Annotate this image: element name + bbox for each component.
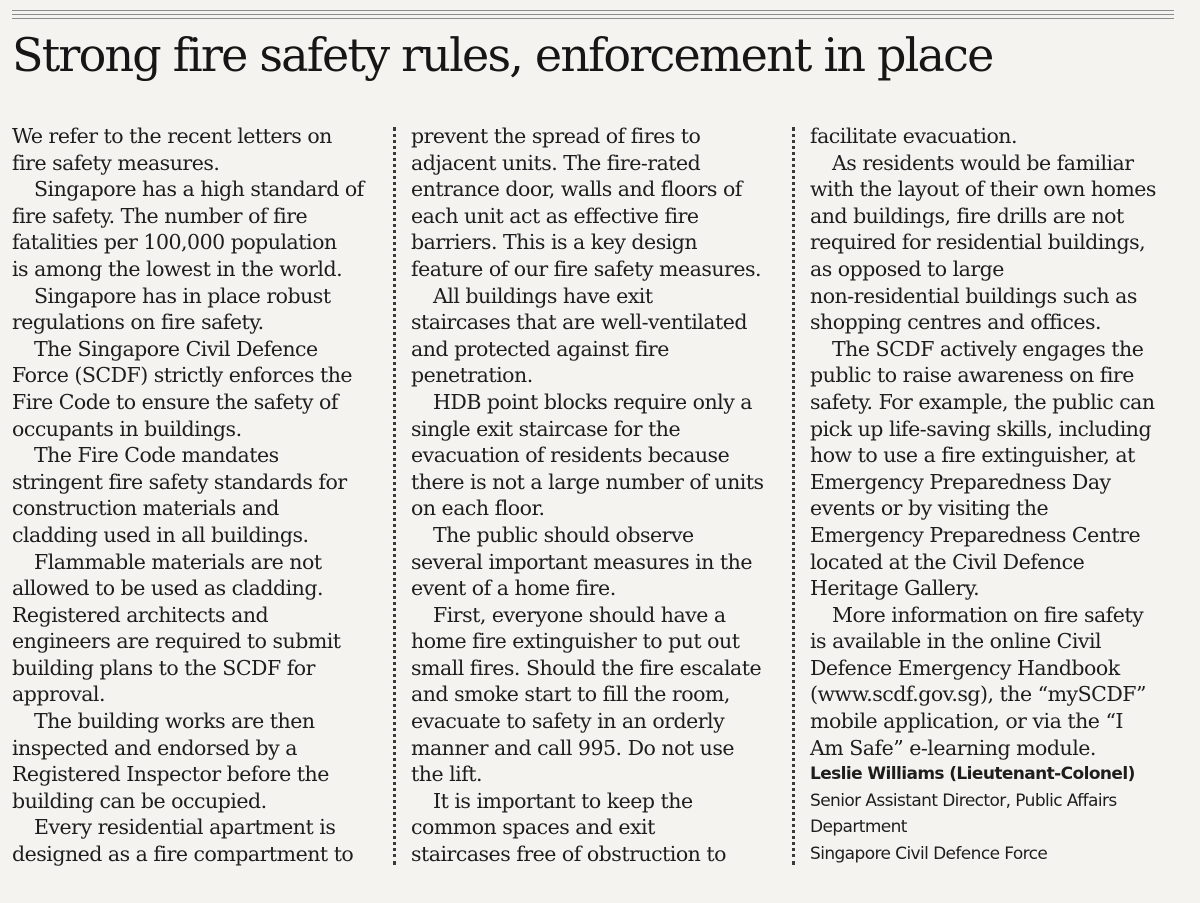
text-line: fatalities per 100,000 population xyxy=(12,230,337,255)
text-line: as opposed to large xyxy=(810,256,1004,281)
text-line: and smoke start to fill the room, xyxy=(411,682,730,707)
text-line: building can be occupied. xyxy=(12,788,267,813)
text-line: occupants in buildings. xyxy=(12,416,242,441)
text-line: feature of our fire safety measures. xyxy=(411,256,762,281)
text-line: evacuation of residents because xyxy=(411,443,730,468)
top-rule xyxy=(12,10,1174,20)
text-line: Every residential apartment is xyxy=(34,815,336,840)
text-line: small fires. Should the fire escalate xyxy=(411,655,762,680)
text-line: engineers are required to submit xyxy=(12,629,341,654)
text-line: barriers. This is a key design xyxy=(411,230,698,255)
column-1 xyxy=(12,123,384,868)
text-line: The Fire Code mandates xyxy=(34,443,279,468)
signature-name: Leslie Williams (Lieutenant-Colonel) xyxy=(810,764,1135,785)
text-line: on each floor. xyxy=(411,496,545,521)
text-line: staircases that are well-ventilated xyxy=(411,310,748,335)
text-line: cladding used in all buildings. xyxy=(12,522,309,547)
text-line: It is important to keep the xyxy=(433,788,693,813)
text-line: Emergency Preparedness Centre xyxy=(810,522,1141,547)
text-line: Fire Code to ensure the safety of xyxy=(12,389,338,414)
text-line: non-residential buildings such as xyxy=(810,283,1137,308)
text-line: the lift. xyxy=(411,762,483,787)
signature-title: Singapore Civil Defence Force xyxy=(810,844,1048,865)
text-line: Singapore has a high standard of xyxy=(34,177,364,202)
text-line: safety. For example, the public can xyxy=(810,389,1155,414)
signature-title: Department xyxy=(810,817,907,838)
text-line: fire safety measures. xyxy=(12,150,220,175)
text-line: Am Safe” e-learning module. xyxy=(810,735,1096,760)
text-line: each unit act as effective fire xyxy=(411,203,699,228)
text-line: penetration. xyxy=(411,363,533,388)
text-line: events or by visiting the xyxy=(810,496,1049,521)
text-line: fire safety. The number of fire xyxy=(12,203,308,228)
text-line: More information on fire safety xyxy=(832,602,1144,627)
text-line: common spaces and exit xyxy=(411,815,655,840)
column-divider xyxy=(792,127,795,865)
text-line: entrance door, walls and floors of xyxy=(411,177,742,202)
text-line: is among the lowest in the world. xyxy=(12,256,343,281)
text-line: All buildings have exit xyxy=(433,283,653,308)
text-line: facilitate evacuation. xyxy=(810,124,1018,148)
text-line: HDB point blocks require only a xyxy=(433,389,753,414)
text-line: several important measures in the xyxy=(411,549,752,574)
text-line: The Singapore Civil Defence xyxy=(34,336,318,361)
text-line: evacuate to safety in an orderly xyxy=(411,709,725,734)
text-line: allowed to be used as cladding. xyxy=(12,576,324,601)
text-line: required for residential buildings, xyxy=(810,230,1146,255)
text-line: event of a home fire. xyxy=(411,576,616,601)
text-line: Emergency Preparedness Day xyxy=(810,469,1111,494)
signature-title: Senior Assistant Director, Public Affairs xyxy=(810,790,1117,811)
headline: Strong fire safety rules, enforcement in place xyxy=(12,28,993,82)
text-line: inspected and endorsed by a xyxy=(12,735,297,760)
text-line: adjacent units. The fire-rated xyxy=(411,150,701,175)
text-line: Singapore has in place robust xyxy=(34,283,331,308)
text-line: stringent fire safety standards for xyxy=(12,469,347,494)
column-2 xyxy=(411,123,783,868)
text-line: prevent the spread of fires to xyxy=(411,124,701,148)
column-divider xyxy=(393,127,396,865)
text-line: is available in the online Civil xyxy=(810,629,1102,654)
text-line: First, everyone should have a xyxy=(433,602,726,627)
text-line: with the layout of their own homes xyxy=(810,177,1156,202)
text-line: building plans to the SCDF for xyxy=(12,655,315,680)
text-line: (www.scdf.gov.sg), the “mySCDF” xyxy=(810,682,1146,707)
text-line: and buildings, fire drills are not xyxy=(810,203,1124,228)
text-line: public to raise awareness on fire xyxy=(810,363,1134,388)
text-line: Defence Emergency Handbook xyxy=(810,655,1120,680)
text-line: As residents would be familiar xyxy=(832,150,1134,175)
text-line: shopping centres and offices. xyxy=(810,310,1102,335)
column-3 xyxy=(810,123,1182,868)
text-line: mobile application, or via the “I xyxy=(810,709,1124,734)
text-line: regulations on fire safety. xyxy=(12,310,264,335)
text-line: designed as a fire compartment to xyxy=(12,842,354,867)
text-line: and protected against fire xyxy=(411,336,669,361)
text-line: located at the Civil Defence xyxy=(810,549,1085,574)
text-line: We refer to the recent letters on xyxy=(12,124,332,148)
text-line: The SCDF actively engages the xyxy=(832,336,1144,361)
text-line: staircases free of obstruction to xyxy=(411,842,726,867)
text-line: Registered Inspector before the xyxy=(12,762,329,787)
text-line: how to use a fire extinguisher, at xyxy=(810,443,1135,468)
text-line: home fire extinguisher to put out xyxy=(411,629,740,654)
text-line: single exit staircase for the xyxy=(411,416,681,441)
text-line: there is not a large number of units xyxy=(411,469,764,494)
text-line: The building works are then xyxy=(34,709,315,734)
text-line: construction materials and xyxy=(12,496,279,521)
text-line: approval. xyxy=(12,682,105,707)
text-line: The public should observe xyxy=(433,522,694,547)
text-line: Flammable materials are not xyxy=(34,549,322,574)
text-line: Heritage Gallery. xyxy=(810,576,980,601)
text-line: manner and call 995. Do not use xyxy=(411,735,735,760)
text-line: Force (SCDF) strictly enforces the xyxy=(12,363,353,388)
text-line: Registered architects and xyxy=(12,602,269,627)
text-line: pick up life-saving skills, including xyxy=(810,416,1152,441)
